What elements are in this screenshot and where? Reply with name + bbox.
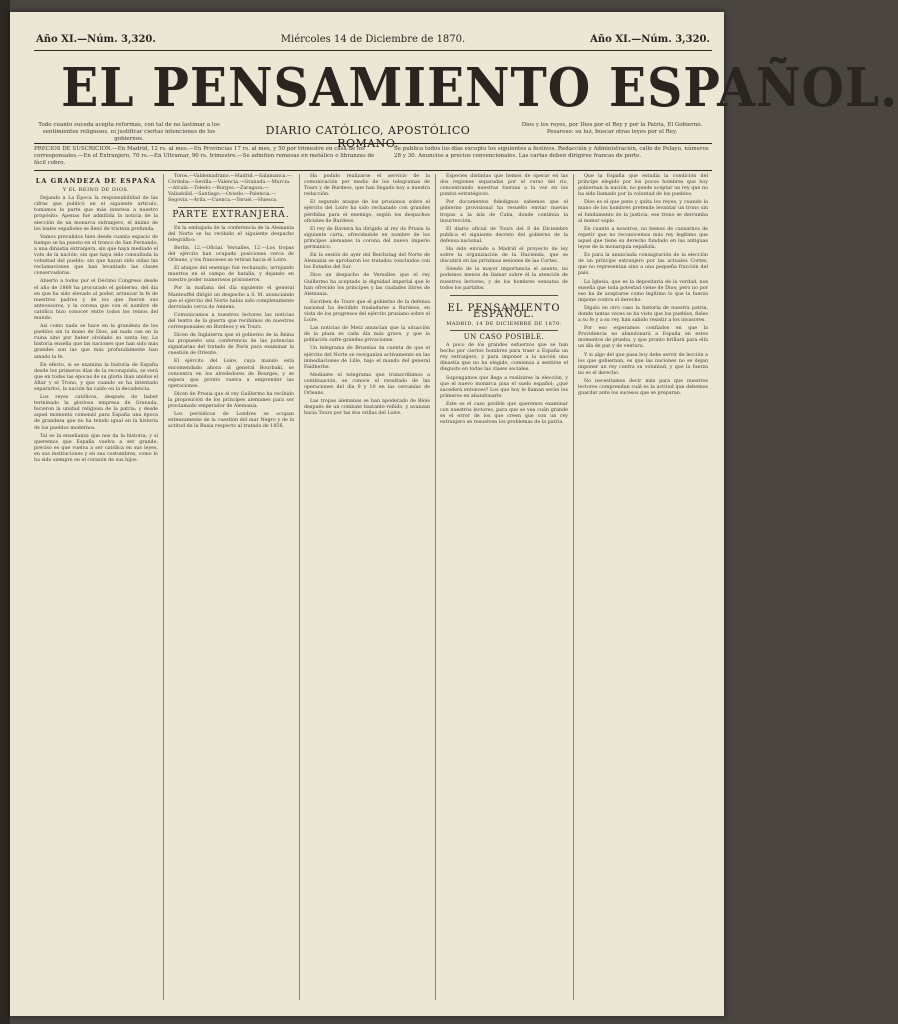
col2-paragraph: En la embajada de la conferencia de la Alemania del Norte se ha recibido el siguiente despacho telegráfico: [168,225,294,243]
col3-paragraph: Las tropas alemanas se han apoderado de Blois después de un combate bastante reñido, y avanzan hacia Tours por las dos orillas del Loire. [304,399,430,417]
col2-paragraph: Toros.—Valdemadrano.—Madrid.—Salamanca.—Córdoba.—Sevilla.—Valencia.—Granada.—Murcia.—Alcalá.—Toledo.—Burgos.—Zaragoza.—Valladolid.—Santiago.—Oviedo.—Palencia.—Segovia.—Ávila.—Cuenca.—Teruel.—Huesca. [168,174,292,204]
prices-rule [34,170,712,171]
col1-paragraph: En efecto, si se examina la historia de España desde los primeros días de la reconquista, se verá que en todas las épocas de su gloria iban unidos el Altar y el Trono, y que cuando se ha intentado separarlos, la nación ha caído en la decadencia. [34,362,158,392]
col3-paragraph: El segundo ataque de los prusianos sobre el ejército del Loire ha sido rechazado con grandes pérdidas para el enemigo, según los despachos oficiales de Burdeos. [304,200,430,224]
col3-paragraph: Las noticias de Metz anuncian que la situación de la plaza es cada día más grave, y que la población sufre grandes privaciones. [304,326,430,344]
subtitle-text: DIARIO CATÓLICO, APOSTÓLICO ROMANO. [265,124,471,150]
col2-paragraph: Berlin, 12.—Oficial. Versalles, 12.—Los tropas del ejército han ocupado posiciones cerca de Orleans, y los franceses se retiran hacia el Loire. [168,245,294,264]
col4-paragraph: Ha sido enviado a Madrid el proyecto de ley sobre la organización de la Hacienda, que se discutirá en las próximas sesiones de las Cortes. [440,247,568,265]
subtitle-rule [34,143,712,144]
col4-paragraph: Siendo de la mayor importancia el asunto, no podemos menos de llamar sobre él la atención de nuestros lectores, y de los hombres sensatos de todos los partidos. [440,267,568,291]
column-separator [299,174,300,1000]
column-1 [34,174,158,1002]
col1-paragraph: Vamos prevalidos bien desde cuanta espacio de tiempo se ha puesto en el tronco de San Fernando, a una dinastía extranjera, sin que haya mediado el voto de la nación; sin que haya sido consultada la voluntad del pueblo; sin que hayan sido oídas las reclamaciones que han levantado las clases conservadoras. [34,234,158,277]
col2-paragraph: Dicen de Prusia que el rey Guillermo ha recibido la proposición de los príncipes alemanes para ser proclamado emperador de Alemania. [168,391,294,410]
col3-paragraph: El rey de Baviera ha dirigido al rey de Prusia la siguiente carta, ofreciéndole en nombre de los príncipes alemanes la corona del nuevo imperio germánico. [304,226,430,251]
col2-rule [178,222,284,223]
col4-paragraph: Supongamos que llega a realizarse la elección, y que el nuevo monarca pisa el suelo español; ¿qué sucederá entonces? Los que hoy le llaman serán los primeros en abandonarle. [440,375,568,399]
col5-paragraph: Dígalo en otro caso la historia de nuestra patria, donde tantas veces se ha visto que los pueblos, fieles a su fe y a su rey, han sabido resistir a los invasores. [578,305,708,324]
column-separator [163,174,164,1000]
col3-paragraph: Un telegrama de Bruselas da cuenta de que el ejército del Norte se reorganiza activamente en las inmediaciones de Lille, bajo el mando del general Faidherbe. [304,346,430,370]
issue-date: Miércoles 14 de Diciembre de 1870. [280,34,466,45]
newspaper-page [10,12,898,1016]
column-3 [304,174,430,1002]
col1-heading: LA GRANDEZA DE ESPAÑA [35,177,157,185]
col1-paragraph: Dejando a La Época la responsabilidad de las cifras que publicó en el siguiente artículo, tomamos la parte que más interesa a nuestro propósito: Apenas fué admitida la noticia de la elección de un monarca extranjero, el ánimo de los leales españoles se llenó de tristeza profunda. [34,196,158,232]
col4-paragraph: A poco de los grandes esfuerzos que se han hecho por ciertos hombres para traer a España un rey extranjero, y para imponer a la nación una dinastía que no ha elegido, comienza a sentirse el disgusto en todas las clases sociales. [440,343,568,373]
column-separator [573,174,574,1000]
top-header [36,34,710,48]
col2-paragraph: El ataque del enemigo fué rechazado, arrojando muertos en el campo de batalla, y dejando en nuestro poder numerosos prisioneros. [168,266,294,284]
col3-paragraph: Dice un despacho de Versalles que el rey Guillermo ha aceptado la dignidad imperial que le han ofrecido los príncipes y las ciudades libres de Alemania. [304,273,430,297]
col1-paragraph: Abierto a todos por el Décimo Congreso desde el año de 1868 ha procurado el gobierno, del día en que ha sido elevado al poder, arrancar la fe de nuestros padres y de los que fueron sus antecesores, y la corona que con el nombre de católica hizo conocer entre todos los reinos del mundo. [34,279,158,321]
col5-paragraph: En cuanto a nosotros, no hemos de cansarnos de repetir que no reconocemos más rey legítimo que aquel que tiene su derecho fundado en las antiguas leyes de la monarquía española. [578,226,708,251]
col5-paragraph: Y si algo del que pasa hoy debe servir de lección a los que gobiernan, es que las naciones no se dejan imponer un rey contra su voluntad, y que la fuerza no es el derecho. [578,352,708,376]
left-motto: Todo cuanto suceda acepta reformas, con tal de no lastimar a los sentimientos religiosos, ni justificar ciertas intenciones de los gobiernos. [38,122,220,142]
col4-paragraph: Este es el caso posible que queremos examinar con nuestros lectores, para que se vea cuán grande es el error de los que creen que con un rey extranjero se resuelven los problemas de la patria. [440,401,568,426]
col4-paragraph: Por documentos fidedignos sabemos que el gobierno provisional ha resuelto enviar nuevas tropas a la isla de Cuba, donde continúa la insurrección. [440,200,568,224]
col1-subheading: Y EL REINO DE DIOS. [62,187,130,194]
col1-paragraph: Tal es la enseñanza que nos da la historia; y si queremos que España vuelva a ser grande, preciso es que vuelva a ser católica en sus leyes, en sus instituciones y en sus costumbres, como lo ha sido siempre en el corazón de sus hijos. [34,433,158,464]
col5-paragraph: Que la España que estudia la condición del príncipe elegido por los pocos hombres que hoy gobiernan la nación, no puede aceptar un rey que no ha sido llamado por la voluntad de los pueblos. [578,174,708,198]
col2-paragraph: Por la mañana del día siguiente el general Manteuffel dirigió un despacho a S. M. anunciando que el ejército del Norte había sido completamente derrotado cerca de Amiens. [168,286,294,310]
col4-paragraph: Especies distintas que hemos de operar en las dos regiones separadas por el curso del río, concentrando nuestras fuerzas a la vez en los puntos estratégicos. [440,174,568,198]
col5-paragraph: No necesitamos decir más para que nuestros lectores comprendan cuál es la actitud que debemos guardar ante los sucesos que se preparan. [578,378,708,397]
col5-paragraph: Es para la anunciada consagración de la elección de un príncipe extranjero por las actuales Cortes, que no representan sino a una pequeña fracción del país. [578,253,708,277]
col3-paragraph: Ha podido realizarse el servicio de la comunicación por medio de los telegramas de Tours y de Burdeos, que han llegado hoy a nuestra redacción. [304,174,430,198]
col4-paragraph: El diario oficial de Tours del 8 de Diciembre publica el siguiente decreto del gobierno de la defensa nacional. [440,226,568,244]
column-separator [435,174,436,1000]
page-binding-shadow [0,0,10,1024]
col4-rule [450,295,558,296]
col3-paragraph: Mediante el telegrama que transcribimos a continuación, se conoce el resultado de las operaciones del día 9 y 10 en las cercanías de Orleans. [304,372,430,397]
col5-paragraph: La Iglesia, que es la depositaria de la verdad, nos enseña que toda potestad viene de Dios; pero no por eso ha de aceptarse como legítimo lo que la fuerza impone contra el derecho. [578,279,708,303]
right-motto: Dios y los reyes, por Dios por el Rey y por la Patria, El Gobierno. Pesaroso: su luz, buscar otras leyes por el Rey. [521,122,703,135]
column-2 [168,174,294,1002]
col3-paragraph: Escriben de Tours que el gobierno de la defensa nacional ha decidido trasladarse a Burdeos, en vista de los progresos del ejército prusiano sobre el Loire. [304,299,430,324]
col2-section-heading: PARTE EXTRANJERA. [172,210,290,221]
column-5 [578,174,708,1002]
col4-subsection: UN CASO POSIBLE. [463,332,545,341]
issue-number-right: Año XI.—Núm. 3,320. [590,34,710,45]
col5-paragraph: Dios es el que pone y quita los reyes, y cuando la mano de los hombres pretende levantar un trono sin el fundamento de la justicia, ese trono se derrumba al menor soplo. [578,200,708,224]
masthead-title: EL PENSAMIENTO ESPAÑOL. [61,57,898,119]
col4-dateline: MADRID, 14 DE DICIEMBRE DE 1870. [446,320,562,327]
column-4 [440,174,568,1002]
col2-rule [178,207,284,208]
issue-number-left: Año XI.—Núm. 3,320. [36,34,156,45]
col2-paragraph: El ejército del Loire, cuya mando está encomendado ahora al general Bourbaki, se concentra en los alrededores de Bourges, y se espera que pronto vuelva a emprender las operaciones. [168,359,294,389]
col1-paragraph: Así como nada se hace en la grandeza de los pueblos sin la mano de Dios, así nada cae en la ruina sino por haber olvidado su santa ley. La historia enseña que las naciones que han sido más grandes son las que más profundamente han amado la fe. [34,324,158,360]
col5-paragraph: Por eso esperamos confiados en que la Providencia no abandonará a España en estos momentos de prueba, y que pronto brillará para ella un día de paz y de ventura. [578,326,708,350]
col2-paragraph: Los periódicos de Londres se ocupan extensamente de la cuestión del mar Negro y de la actitud de la Rusia respecto al tratado de 1856. [168,412,294,430]
col4-rule [450,330,558,331]
header-rule [34,50,712,51]
subtitle-row [34,122,712,150]
col1-paragraph: Los reyes católicos, después de haber terminado la gloriosa empresa de Granada, hicieron la unidad religiosa de la patria; y desde aquel momento comenzó para España una época de grandeza que no ha tenido igual en la historia de los pueblos modernos. [34,395,158,431]
prices-right: Se publica todos los días excepto los siguientes a festivos. Redacción y Administración, calle de Pelayo, números 28 y 30. Anuncios a precios convencionales. Las cartas deben dirigirse francas de porte. [394,146,709,159]
prices-left: PRECIOS DE SUSCRICION.—En Madrid, 12 rs. al mes.—En Provincias 17 rs. al mes, y 50 por trimestre en casa de los corresponsales.—En el Extranjero, 70 rs.—En Ultramar, 90 rs. trimestre.—Se admiten remesas en metálico o libranzas de fácil cobro. [34,146,375,166]
col2-paragraph: Dicen de Inglaterra que el gobierno de la Reina ha propuesto una conferencia de las potencias signatarias del tratado de París para examinar la cuestión de Oriente. [168,333,294,357]
col3-paragraph: En la sesión de ayer del Reichstag del Norte de Alemania se aprobaron los tratados concluidos con los Estados del Sur. [304,253,430,271]
col2-paragraph: Comunicamos a nuestros lectores las noticias del teatro de la guerra que recibimos de nuestros corresponsales en Burdeos y en Tours. [168,312,294,330]
col4-section-heading: EL PENSAMIENTO ESPAÑOL. [447,302,561,320]
